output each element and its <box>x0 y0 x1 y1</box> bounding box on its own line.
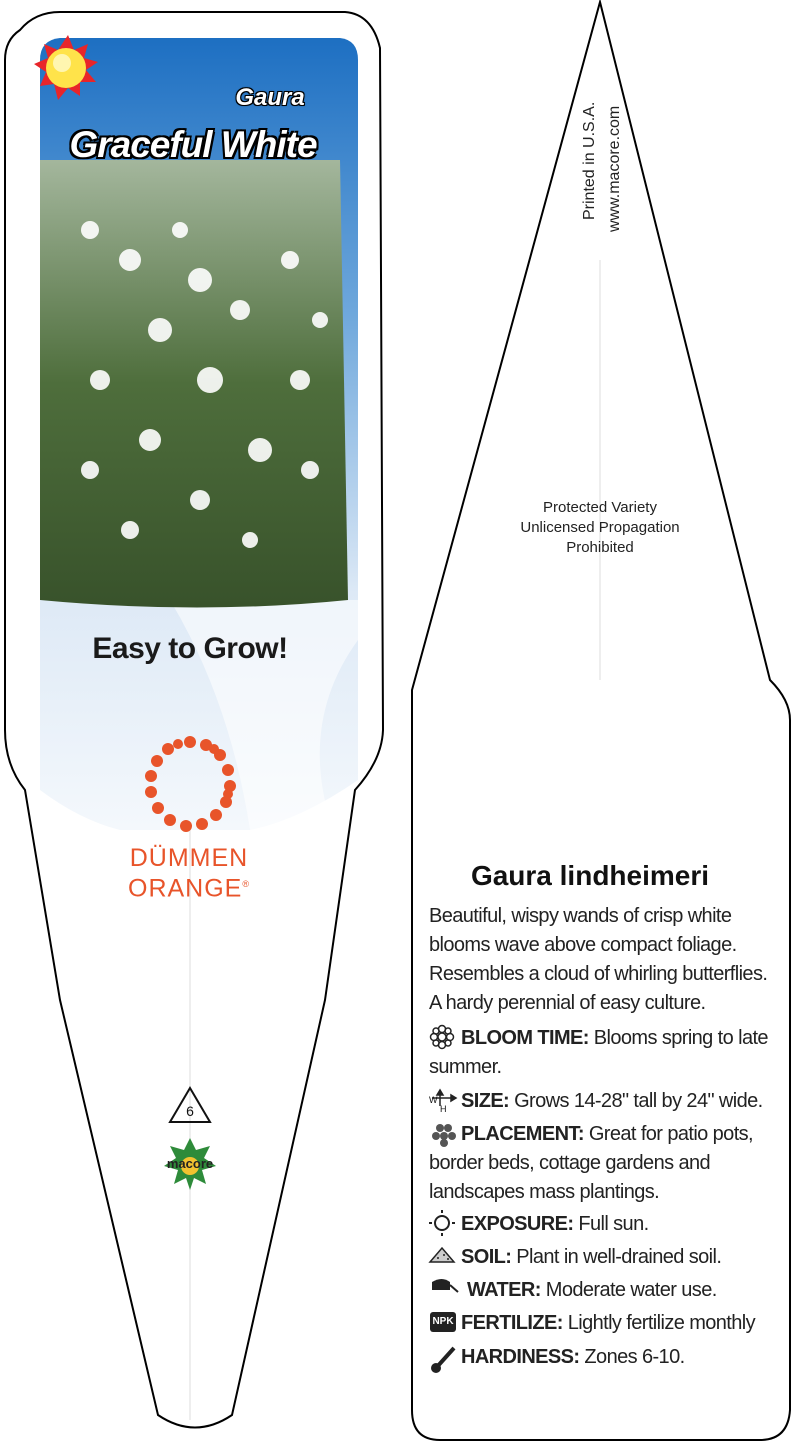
soil-label: SOIL: <box>461 1246 512 1268</box>
hardiness-value: Zones 6-10. <box>579 1346 685 1368</box>
soil-row <box>429 1243 774 1272</box>
exposure-value: Full sun. <box>573 1213 649 1235</box>
description <box>429 902 774 1018</box>
description-line: A hardy perennial of easy culture. <box>429 992 706 1014</box>
fertilize-icon-text: NPK <box>432 1316 454 1327</box>
description-line: blooms wave above compact foliage. <box>429 934 737 956</box>
placement-cont-2: landscapes mass plantings. <box>429 1181 660 1203</box>
protected-line-2: Unlicensed Propagation <box>520 519 680 536</box>
soil-value: Plant in well-drained soil. <box>511 1246 722 1268</box>
protected-line-1: Protected Variety <box>543 499 657 516</box>
fertilize-label: FERTILIZE: <box>461 1312 563 1334</box>
size-label: SIZE: <box>461 1090 510 1112</box>
botanical-name: Gaura lindheimeri <box>470 860 710 891</box>
recycle-number: 6 <box>186 1103 194 1119</box>
bloom-time-label: BLOOM TIME: <box>461 1027 589 1049</box>
size-value: Grows 14-28" tall by 24" wide. <box>509 1090 763 1112</box>
water-label: WATER: <box>467 1279 541 1301</box>
description-line: Beautiful, wispy wands of crisp white <box>429 905 732 927</box>
placement-label: PLACEMENT: <box>461 1123 584 1145</box>
exposure-label: EXPOSURE: <box>461 1213 574 1235</box>
genus-name: Gaura <box>235 84 305 111</box>
protected-variety-notice <box>480 498 720 558</box>
bloom-time-value: Blooms spring to late <box>588 1027 768 1049</box>
water-value: Moderate water use. <box>540 1279 717 1301</box>
placement-row <box>429 1120 774 1149</box>
macore-logo-text: macore <box>166 1156 214 1171</box>
fertilize-value: Lightly fertilize monthly <box>562 1312 756 1334</box>
brand-line-1: DÜMMEN <box>129 844 249 872</box>
exposure-row <box>429 1210 774 1239</box>
bloom-time-cont: summer. <box>429 1056 502 1078</box>
website-url: www.macore.com <box>606 105 623 232</box>
placement-cont-1: border beds, cottage gardens and <box>429 1152 711 1174</box>
variety-name: Graceful White <box>69 124 317 165</box>
placement-value: Great for patio pots, <box>583 1123 754 1145</box>
hardiness-row <box>429 1343 774 1372</box>
size-icon-h: H <box>440 1104 447 1114</box>
fertilize-row <box>429 1309 774 1338</box>
water-row <box>429 1276 774 1305</box>
size-icon-w: W <box>429 1095 438 1105</box>
size-row <box>429 1087 774 1116</box>
brand-line-2: ORANGE® <box>128 874 250 903</box>
protected-line-3: Prohibited <box>566 539 634 556</box>
dummen-orange-logo-text <box>104 845 274 901</box>
description-line: Resembles a cloud of whirling butterflies. <box>429 963 768 985</box>
printed-in-usa: Printed in U.S.A. <box>581 101 598 220</box>
tagline: Easy to Grow! <box>92 632 288 665</box>
hardiness-label: HARDINESS: <box>461 1346 580 1368</box>
bloom-time-row <box>429 1024 774 1053</box>
